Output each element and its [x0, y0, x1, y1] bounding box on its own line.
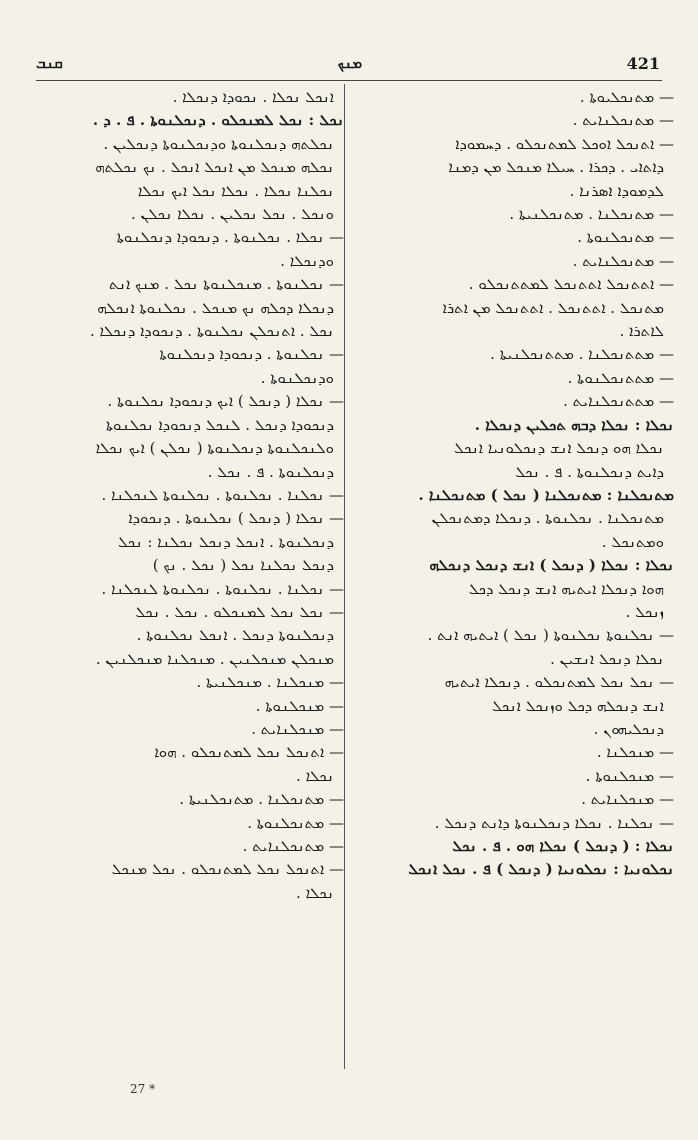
subentry-line: — ܢܟܠܢܘܬܐ ܢܟܠܢܘܬܐ ( ܢܟܠ ) ܐܝܬܝܗ ܐܢܬ . — [427, 626, 674, 645]
entry-line: ܢܟܠܬܗ ܕܢܟܠܢܘܬܐ ܘܕܢܟܠܢܘܬܐ ܕܢܟܠܝܢ . — [103, 134, 334, 153]
entry-headword-line: ܢܟܠܘܢܝܐ : ܢܟܠܘܢܝܐ ( ܕܢܟܠ ) ܦ . ܢܟܠ ܐܢܟܠ — [408, 860, 674, 879]
page-number: 421 — [626, 54, 660, 73]
subentry-line: — ܢܟܠܐ ( ܕܢܟܠ ) ܢܟܠܢܘܬܐ . ܕܢܟܘܕܐ — [128, 509, 344, 528]
entry-line: ܘܢܟܠ . ܢܟܠ ܢܟܠܝܢ . ܢܟܠܐ ܢܟܠܢ . — [131, 205, 334, 224]
entry-headword-line: ܢܟܠܐ : ܢܟܠܐ ܕܒܗ ܬܟܠܝܢ ܕܢܟܠܐ . — [474, 415, 674, 434]
subentry-line: — ܡܢܟܠܢܐ . ܡܢܟܠܢܝܬܐ . — [196, 673, 344, 692]
subentry-line: — ܡܬܬܢܟܠܢܐ . ܡܬܬܢܟܠܢܝܬܐ . — [490, 345, 674, 364]
subentry-line: — ܡܬܢܟܠܢܘܬܐ . — [577, 228, 674, 247]
entry-headword-line: ܡܬܢܟܠܢܐ : ܡܬܢܟܠܢܐ ( ܢܟܠ ) ܡܬܢܟܠܢܐ . — [418, 485, 674, 504]
entry-line: ܢܟܠܢܐ ܢܟܠܐ . ܢܟܠܐ ܢܟܠ ܐܝܟ ܢܟܠܐ — [137, 181, 334, 200]
subentry-line: — ܡܢܟܠܢܐܝܬ . — [581, 790, 674, 809]
entry-line: ܕܢܟܠܢܘܬܐ . ܦ . ܢܟܠ . — [207, 462, 334, 481]
column-divider — [344, 84, 345, 1069]
subentry-line: — ܡܬܢܟܠܢܐ . ܡܬܢܟܠܢܝܬܐ . — [179, 790, 344, 809]
subentry-line: — ܡܬܬܢܟܠܢܘܬܐ . — [567, 368, 674, 387]
entry-line: ܕܢܟܠܢܘܬܐ ܕܢܟܠ . ܐܢܟܠ ܢܟܠܢܘܬܐ . — [136, 626, 334, 645]
subentry-line: — ܢܟܠ ܢܟܠ ܠܡܬܢܟܠܘ . ܕܢܟܠܐ ܐܝܬܝܗ — [444, 673, 674, 692]
entry-line: ܕܢܟܠܝܗܘܢ . — [593, 719, 664, 738]
entry-headword-line: ܢܟܠܐ : ܢܟܠܐ ( ܕܢܟܠ ) ܐܢܫ ܕܢܟܠ ܕܢܟܠܗ — [429, 556, 674, 575]
entry-line: ܢܟܠܐ ܕܢܟܠ ܐܢܫܝܢ . — [550, 649, 664, 668]
entry-line: ܢܟܠܐ . — [296, 766, 334, 785]
header-rule — [36, 80, 662, 81]
subentry-line: — ܢܟܠܐ ( ܕܢܟܠ ) ܐܝܟ ܕܢܟܘܕܐ ܢܟܠܢܘܬܐ . — [107, 392, 344, 411]
entry-line: ܕܢܟܠܐ ܕܟܠܗ ܢܟ ܡܢܟܠ . ܢܟܠܢܘܬܐ ܐܢܟܠܗ — [97, 298, 334, 317]
subentry-line: — ܐܬܢܟܠ ܢܟܠ ܠܡܬܢܟܠܘ . ܢܟܠ ܡܢܟܠ — [111, 860, 344, 879]
entry-line: ܘܡܬܢܟܠ . — [601, 532, 664, 551]
entry-line: ܘܠܢܟܠܢܘܬܐ ܕܢܟܠܢܘܬܐ ( ܢܟܠܢ ) ܐܝܟ ܢܟܠܐ — [95, 439, 334, 458]
subentry-line: — ܢܟܠ ܢܟܠ ܠܡܢܟܠܘ . ܢܟܠ . ܢܟܠ — [135, 602, 344, 621]
entry-line: ܠܕܡܘܕܐ ܐܣܪܢܐ . — [569, 181, 664, 200]
page-header — [0, 54, 698, 82]
subentry-line: — ܐܬܬܢܟܠ ܐܬܬܢܟܠ ܠܡܬܬܢܟܠܘ . — [468, 275, 674, 294]
entry-line: ܢܟܠܐ ܗܘ ܕܢܟܠ ܐܢܫ ܕܢܟܠܘܢܝܐ ܐܢܟܠ — [454, 439, 664, 458]
subentry-line: — ܡܬܢܟܠܢܐܝܬ . — [572, 111, 674, 130]
header-left-word: ܩܢܒ — [36, 54, 63, 72]
subentry-line: — ܡܬܬܢܟܠܢܐܝܬ . — [563, 392, 674, 411]
right-column — [356, 86, 674, 1091]
subentry-line: — ܢܟܠܢܘܬܐ . ܕܢܟܘܕܐ ܕܢܟܠܢܘܬܐ — [159, 345, 344, 364]
subentry-line: — ܡܢܟܠܢܐ . — [596, 743, 674, 762]
entry-line: ܐܢܟܠ ܢܟܠܐ . ܢܟܘܕܐ ܕܢܟܠܐ . — [172, 88, 334, 106]
entry-line: ܕܢܟܘܕܐ ܕܢܟܠ . ܠܢܟܠ ܕܢܟܘܕܐ ܢܟܠܢܘܬܐ — [105, 415, 334, 434]
entry-line: ܙܢܟܠ . — [625, 602, 664, 621]
entry-line: ܘܕܢܟܠܐ . — [280, 251, 334, 270]
entry-line: ܕܐܝܬ ܕܢܟܠܢܘܬܐ . ܦ . ܢܟܠ — [515, 462, 664, 481]
signature-mark: 27 * — [130, 1082, 156, 1096]
subentry-line: — ܡܬܢܟܠܢܐ . ܡܬܢܟܠܢܝܬܐ . — [509, 205, 674, 224]
subentry-line: — ܡܬܢܟܠܢܐܝܬ . — [242, 837, 344, 855]
subentry-line: — ܡܢܟܠܢܐܝܬ . — [251, 719, 344, 738]
left-column — [26, 86, 344, 1091]
entry-line: ܕܢܟܠ ܢܟܠܢܐ ܢܟܠ ( ܢܟܠ . ܢܟ ) — [152, 556, 334, 575]
entry-line: ܡܢܟܠܢ ܡܢܟܠܢܝܢ . ܡܢܟܠܢܐ ܡܢܟܠܢܝܢ . — [95, 649, 334, 668]
subentry-line: — ܐܬܢܟܠ ܢܟܠ ܠܡܬܢܟܠܘ . ܗܘܐ — [154, 743, 344, 762]
subentry-line: — ܢܟܠܢܘܬܐ . ܡܢܟܠܢܘܬܐ ܢܟܠ . ܡܢܟ ܐܢܬ — [108, 275, 344, 294]
entry-line: ܗܘܐ ܕܢܟܠܐ ܐܝܬܝܗ ܐܢܫ ܕܢܟܠ ܕܟܠ — [468, 579, 664, 598]
subentry-line: — ܡܢܟܠܢܘܬܐ . — [255, 696, 344, 715]
entry-line: ܠܐܬܪܐ . — [619, 322, 664, 341]
subentry-line: — ܡܬܢܟܠܢܐܝܬ . — [572, 251, 674, 270]
entry-headword-line: ܢܟܠܐ : ( ܕܢܟܠ ) ܢܟܠܐ ܗܘ . ܦ . ܢܟܠ — [452, 837, 674, 855]
entry-line: ܡܬܢܟܠ . ܐܬܬܢܟܠ . ܐܬܬܢܟܠ ܡܢ ܐܬܪܐ — [442, 298, 664, 317]
entry-line: ܕܐܬܐܝ . ܕܟܪܐ . ܚܝܠܐ ܡܢܟܠ ܡܢ ܕܡܢܐ — [448, 158, 664, 177]
entry-line: ܡܬܢܟܠܢܐ . ܢܟܠܢܘܬܐ . ܕܢܟܠܐ ܕܡܬܢܟܠܢ — [431, 509, 664, 528]
entry-line: ܘܕܢܟܠܢܘܬܐ . — [260, 368, 334, 387]
subentry-line: — ܢܟܠܢܐ . ܢܟܠܢܘܬܐ . ܢܟܠܢܘܬܐ ܠܢܟܠܢܐ . — [101, 485, 344, 504]
header-running-head: ܡܢܟ — [337, 54, 363, 72]
entry-line: ܐܢܫ ܕܢܟܠܗ ܕܟܠ ܘܙܢܟܠ ܐܢܟܠ — [492, 696, 664, 715]
subentry-line: — ܡܢܟܠܢܘܬܐ . — [585, 766, 674, 785]
subentry-line: — ܐܬܢܟܠ ܐܘܟܠ ܠܡܬܢܟܠܘ . ܕܚܡܘܕܐ — [455, 134, 674, 153]
subentry-line: — ܢܟܠܢܐ . ܢܟܠܢܘܬܐ . ܢܟܠܢܘܬܐ ܠܢܟܠܢܐ . — [101, 579, 344, 598]
entry-line: ܢܟܠܗ ܡܢܟܠ ܡܢ ܐܢܟܠ ܐܢܟܠ . ܢܟ ܢܟܠܬܗ — [95, 158, 334, 177]
subentry-line: — ܡܬܢܟܠܢܘܬܐ . — [247, 813, 344, 832]
entry-line: ܢܟܠܐ . — [296, 883, 334, 902]
entry-line: ܢܟܠ . ܐܬܢܟܠܢ ܢܟܠܢܘܬܐ . ܕܢܟܘܕܐ ܕܢܟܠܐ . — [89, 322, 334, 341]
entry-line: ܕܢܟܠܢܘܬܐ . ܐܢܟܠ ܕܢܟܠ ܢܟܠܢܐ : ܢܟܠ — [118, 532, 334, 551]
entry-headword-line: ܢܟܠ : ܢܟܠ ܠܡܢܟܠܘ . ܕܢܟܠܢܘܬܐ . ܦ . ܕ . — [92, 111, 344, 130]
subentry-line: — ܢܟܠܢܐ . ܢܟܠܐ ܕܢܟܠܢܘܬܐ ܕܐܢܬ ܕܢܟܠ . — [434, 813, 674, 832]
subentry-line: — ܢܟܠܐ . ܢܟܠܢܘܬܐ . ܕܢܟܘܕܐ ܕܢܟܠܢܘܬܐ — [116, 228, 344, 247]
subentry-line: — ܡܬܢܟܠܝܘܬܐ . — [579, 88, 674, 106]
